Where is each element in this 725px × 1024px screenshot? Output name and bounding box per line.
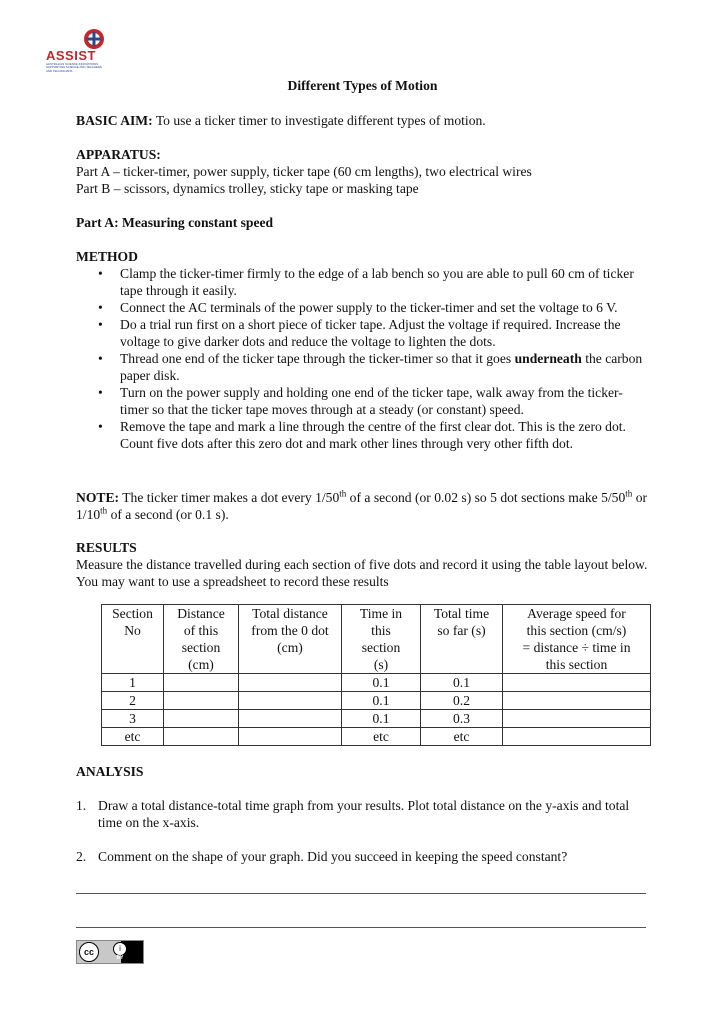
note: NOTE: The ticker timer makes a dot every 1/50th of a second (or 0.02 s) so 5 dot sections make 5/50th or 1/10th of a second (or 0.1 s). [76, 488, 648, 522]
question-1: 1. Draw a total distance-total time graph from your results. Plot total distance on the y-axis and total time on the x-axis. [76, 798, 630, 830]
assist-logo [46, 28, 106, 78]
table-cell: etc [342, 728, 421, 746]
table-cell[interactable] [239, 728, 342, 746]
results-heading: RESULTS [76, 540, 137, 555]
aim-label: BASIC AIM: [76, 113, 153, 128]
method-section [76, 248, 651, 452]
part-a-heading: Part A: Measuring constant speed [76, 215, 274, 230]
basic-aim [76, 112, 651, 129]
answer-line[interactable] [76, 893, 646, 894]
table-cell[interactable] [503, 674, 651, 692]
table-cell[interactable] [164, 710, 239, 728]
attribution-person-icon: i [113, 942, 127, 956]
question-2: 2. Comment on the shape of your graph. Did you succeed in keeping the speed constant? [76, 849, 568, 864]
table-cell: 0.1 [342, 674, 421, 692]
column-header: Time in this section (s) [342, 605, 421, 674]
table-cell[interactable] [239, 692, 342, 710]
table-row [102, 674, 651, 692]
method-heading: METHOD [76, 249, 138, 264]
table-cell: 2 [102, 692, 164, 710]
analysis-section [76, 763, 651, 865]
table-cell: 1 [102, 674, 164, 692]
apparatus-heading: APPARATUS: [76, 147, 161, 162]
column-header: Total time so far (s) [421, 605, 503, 674]
table-cell[interactable] [503, 710, 651, 728]
method-list [76, 265, 651, 452]
results-table [101, 604, 651, 746]
table-cell[interactable] [164, 728, 239, 746]
table-cell[interactable] [239, 674, 342, 692]
logo-emblem-icon [82, 28, 106, 50]
logo-tagline: AUSTRALIAN SCIENCE INNOVATIONS SUPPORTING SCIENCE AND TEACHERS AND TECHNICIANS [46, 62, 102, 73]
cc-by-license-badge [76, 940, 144, 964]
list-item: • Do a trial run first on a short piece of ticker tape. Adjust the voltage if required. Increase the voltage to give darker dots and reduce the voltage to lighten the dots. [76, 316, 651, 350]
list-item: • Connect the AC terminals of the power supply to the ticker-timer and set the voltage to 6 V. [76, 299, 651, 316]
list-item: • Thread one end of the ticker tape through the ticker-timer so that it goes underneath the carbon paper disk. [76, 350, 651, 384]
table-cell: 0.2 [421, 692, 503, 710]
table-header-row [102, 605, 651, 674]
table-cell: etc [102, 728, 164, 746]
column-header: Distance of this section (cm) [164, 605, 239, 674]
list-item: • Turn on the power supply and holding one end of the ticker tape, walk away from the ticker-timer so that the ticker tape moves through at a steady (or constant) speed. [76, 384, 651, 418]
list-item: • Clamp the ticker-timer firmly to the edge of a lab bench so you are able to pull 60 cm of ticker tape through it easily. [76, 265, 651, 299]
table-cell: 0.1 [421, 674, 503, 692]
table-cell: 0.1 [342, 710, 421, 728]
table-row [102, 710, 651, 728]
table-row [102, 692, 651, 710]
table-cell[interactable] [239, 710, 342, 728]
column-header: Total distance from the 0 dot (cm) [239, 605, 342, 674]
aim-text: To use a ticker timer to investigate different types of motion. [152, 113, 486, 128]
table-cell: 0.3 [421, 710, 503, 728]
list-item: • Remove the tape and mark a line through the centre of the first clear dot. This is the zero dot. Count five dots after this zero dot and mark other lines through very other fifth dot. [76, 418, 651, 452]
table-cell: 3 [102, 710, 164, 728]
table-cell: etc [421, 728, 503, 746]
apparatus-section [76, 146, 651, 197]
apparatus-part-a: Part A – ticker-timer, power supply, ticker tape (60 cm lengths), two electrical wires [76, 164, 532, 179]
table-cell[interactable] [164, 674, 239, 692]
table-row [102, 728, 651, 746]
answer-line[interactable] [76, 927, 646, 928]
logo-name: ASSIST [46, 48, 96, 63]
by-label: BY [116, 955, 124, 961]
column-header: Section No [102, 605, 164, 674]
results-section [76, 539, 651, 590]
table-cell[interactable] [503, 692, 651, 710]
table-cell: 0.1 [342, 692, 421, 710]
page-title: Different Types of Motion [287, 78, 438, 93]
column-header: Average speed for this section (cm/s) = distance ÷ time in this section [503, 605, 651, 674]
table-cell[interactable] [503, 728, 651, 746]
table-cell[interactable] [164, 692, 239, 710]
cc-icon: cc [79, 942, 99, 962]
apparatus-part-b: Part B – scissors, dynamics trolley, sticky tape or masking tape [76, 181, 419, 196]
results-text: Measure the distance travelled during each section of five dots and record it using the table layout below. You may want to use a spreadsheet to record these results [76, 557, 648, 589]
note-label: NOTE: [76, 490, 120, 505]
analysis-heading: ANALYSIS [76, 764, 144, 779]
